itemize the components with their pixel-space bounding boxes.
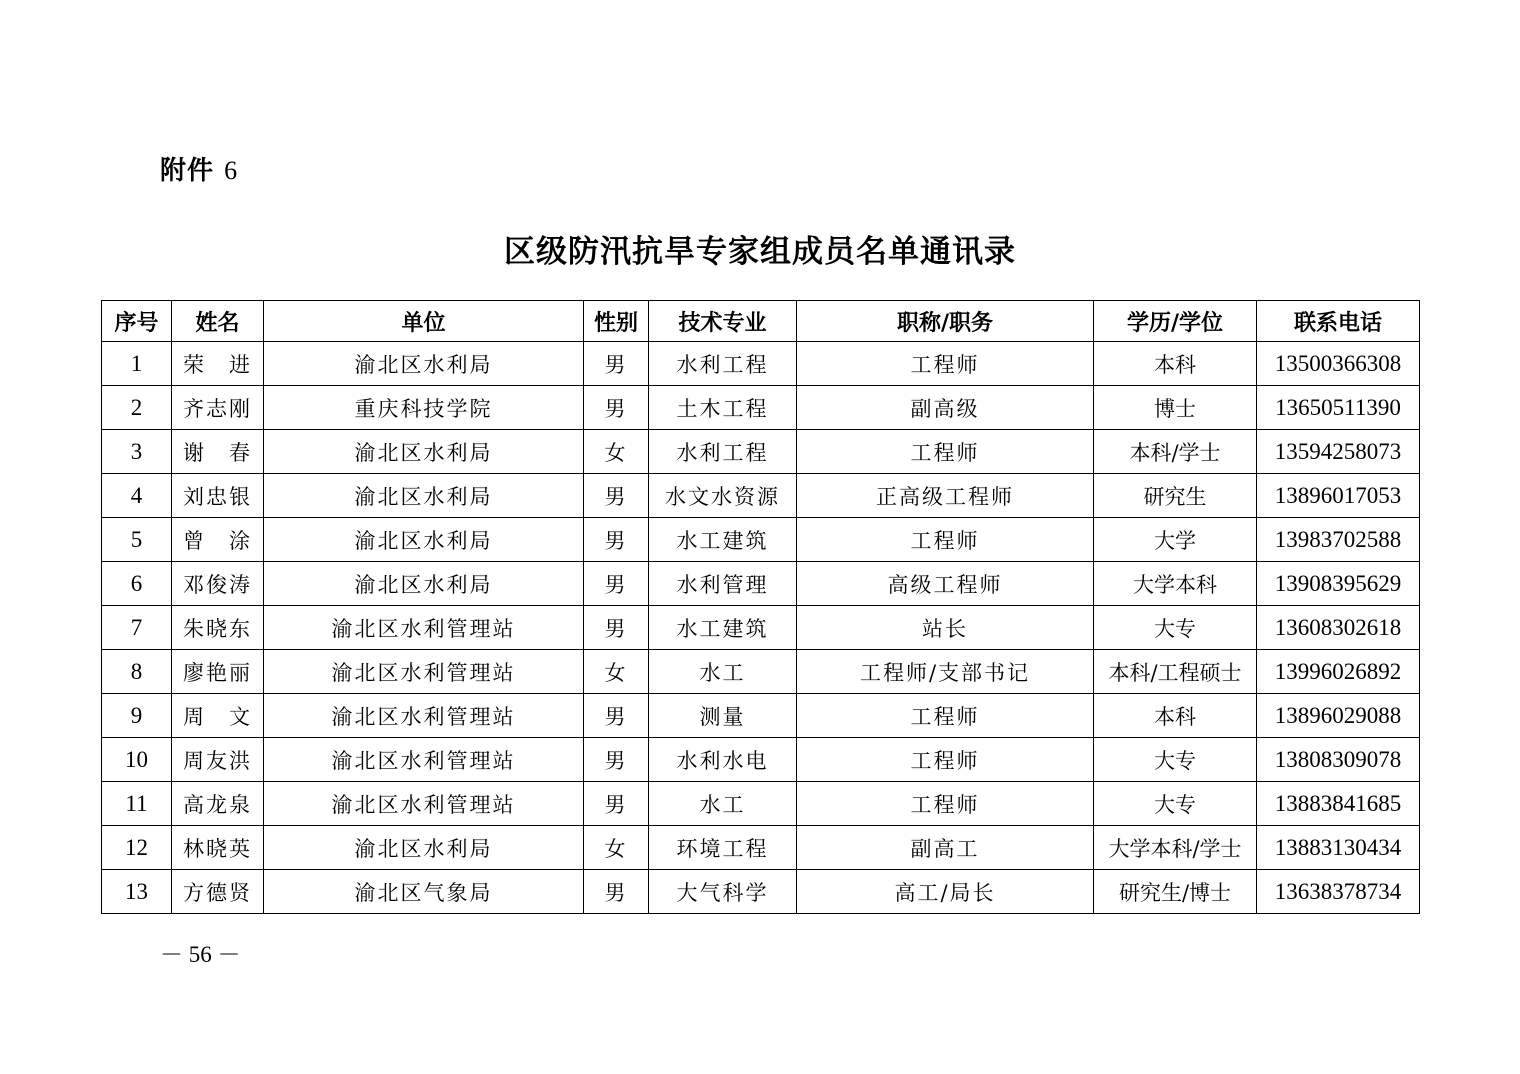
cell-specialty: 水利水电	[649, 738, 797, 782]
cell-phone: 13983702588	[1257, 518, 1420, 562]
table-row	[102, 430, 1420, 474]
table-row	[102, 474, 1420, 518]
table-row	[102, 826, 1420, 870]
cell-title: 工程师	[797, 342, 1094, 386]
attachment-label-text: 附件	[160, 156, 215, 186]
cell-specialty: 水利管理	[649, 562, 797, 606]
cell-title: 高级工程师	[797, 562, 1094, 606]
table-row	[102, 870, 1420, 914]
cell-index: 10	[102, 738, 172, 782]
cell-specialty: 水工建筑	[649, 606, 797, 650]
cell-phone: 13650511390	[1257, 386, 1420, 430]
header-specialty: 技术专业	[649, 301, 797, 342]
table-header-row	[102, 301, 1420, 342]
cell-name: 方德贤	[172, 870, 264, 914]
cell-title: 站长	[797, 606, 1094, 650]
cell-name: 刘忠银	[172, 474, 264, 518]
cell-unit: 渝北区水利局	[264, 430, 584, 474]
cell-unit: 渝北区水利管理站	[264, 738, 584, 782]
cell-specialty: 土木工程	[649, 386, 797, 430]
cell-specialty: 水工	[649, 650, 797, 694]
cell-name: 邓俊涛	[172, 562, 264, 606]
cell-specialty: 环境工程	[649, 826, 797, 870]
cell-name: 谢 春	[172, 430, 264, 474]
cell-education: 本科/学士	[1094, 430, 1257, 474]
page-number: － 56 －	[160, 942, 241, 967]
cell-index: 5	[102, 518, 172, 562]
cell-education: 大学	[1094, 518, 1257, 562]
cell-index: 6	[102, 562, 172, 606]
cell-specialty: 水工建筑	[649, 518, 797, 562]
cell-title: 工程师	[797, 782, 1094, 826]
cell-title: 工程师	[797, 694, 1094, 738]
attachment-label	[160, 150, 238, 187]
cell-gender: 女	[584, 826, 649, 870]
header-name: 姓名	[172, 301, 264, 342]
cell-index: 11	[102, 782, 172, 826]
cell-unit: 渝北区水利局	[264, 562, 584, 606]
document-title: 区级防汛抗旱专家组成员名单通讯录	[504, 234, 1016, 270]
cell-title: 副高工	[797, 826, 1094, 870]
cell-gender: 男	[584, 738, 649, 782]
cell-index: 8	[102, 650, 172, 694]
table-row	[102, 606, 1420, 650]
cell-specialty: 大气科学	[649, 870, 797, 914]
cell-title: 正高级工程师	[797, 474, 1094, 518]
table-row	[102, 650, 1420, 694]
cell-phone: 13896017053	[1257, 474, 1420, 518]
cell-phone: 13500366308	[1257, 342, 1420, 386]
cell-education: 大专	[1094, 606, 1257, 650]
cell-phone: 13594258073	[1257, 430, 1420, 474]
header-gender: 性别	[584, 301, 649, 342]
cell-name: 朱晓东	[172, 606, 264, 650]
cell-title: 工程师	[797, 738, 1094, 782]
cell-education: 大学本科/学士	[1094, 826, 1257, 870]
cell-index: 7	[102, 606, 172, 650]
table-row	[102, 694, 1420, 738]
cell-index: 1	[102, 342, 172, 386]
cell-index: 9	[102, 694, 172, 738]
cell-name: 曾 涂	[172, 518, 264, 562]
cell-gender: 男	[584, 386, 649, 430]
cell-unit: 渝北区水利局	[264, 342, 584, 386]
cell-index: 4	[102, 474, 172, 518]
cell-title: 副高级	[797, 386, 1094, 430]
cell-unit: 重庆科技学院	[264, 386, 584, 430]
cell-name: 齐志刚	[172, 386, 264, 430]
cell-education: 研究生/博士	[1094, 870, 1257, 914]
cell-name: 周 文	[172, 694, 264, 738]
cell-gender: 男	[584, 562, 649, 606]
cell-gender: 男	[584, 870, 649, 914]
cell-name: 周友洪	[172, 738, 264, 782]
cell-specialty: 水利工程	[649, 430, 797, 474]
cell-gender: 男	[584, 518, 649, 562]
expert-roster-table	[101, 300, 1420, 914]
cell-title: 工程师/支部书记	[797, 650, 1094, 694]
cell-unit: 渝北区水利管理站	[264, 782, 584, 826]
cell-education: 本科/工程硕士	[1094, 650, 1257, 694]
cell-phone: 13883841685	[1257, 782, 1420, 826]
cell-name: 林晓英	[172, 826, 264, 870]
table-row	[102, 562, 1420, 606]
cell-gender: 男	[584, 606, 649, 650]
cell-gender: 男	[584, 474, 649, 518]
cell-specialty: 水工	[649, 782, 797, 826]
table-row	[102, 782, 1420, 826]
cell-phone: 13996026892	[1257, 650, 1420, 694]
cell-index: 2	[102, 386, 172, 430]
cell-unit: 渝北区气象局	[264, 870, 584, 914]
header-index: 序号	[102, 301, 172, 342]
cell-education: 大学本科	[1094, 562, 1257, 606]
cell-phone: 13638378734	[1257, 870, 1420, 914]
cell-unit: 渝北区水利管理站	[264, 650, 584, 694]
cell-index: 12	[102, 826, 172, 870]
cell-name: 荣 进	[172, 342, 264, 386]
cell-title: 高工/局长	[797, 870, 1094, 914]
cell-phone: 13808309078	[1257, 738, 1420, 782]
cell-education: 本科	[1094, 342, 1257, 386]
cell-unit: 渝北区水利管理站	[264, 694, 584, 738]
cell-title: 工程师	[797, 518, 1094, 562]
cell-title: 工程师	[797, 430, 1094, 474]
cell-gender: 男	[584, 694, 649, 738]
cell-gender: 女	[584, 650, 649, 694]
header-unit: 单位	[264, 301, 584, 342]
table-row	[102, 386, 1420, 430]
cell-education: 博士	[1094, 386, 1257, 430]
cell-specialty: 测量	[649, 694, 797, 738]
attachment-number: 6	[224, 156, 239, 185]
header-education: 学历/学位	[1094, 301, 1257, 342]
header-title: 职称/职务	[797, 301, 1094, 342]
cell-name: 廖艳丽	[172, 650, 264, 694]
cell-unit: 渝北区水利管理站	[264, 606, 584, 650]
table-row	[102, 342, 1420, 386]
cell-education: 研究生	[1094, 474, 1257, 518]
cell-gender: 男	[584, 782, 649, 826]
cell-education: 本科	[1094, 694, 1257, 738]
header-phone: 联系电话	[1257, 301, 1420, 342]
cell-unit: 渝北区水利局	[264, 826, 584, 870]
cell-gender: 男	[584, 342, 649, 386]
cell-education: 大专	[1094, 738, 1257, 782]
cell-index: 13	[102, 870, 172, 914]
cell-phone: 13896029088	[1257, 694, 1420, 738]
cell-specialty: 水利工程	[649, 342, 797, 386]
cell-name: 高龙泉	[172, 782, 264, 826]
cell-phone: 13908395629	[1257, 562, 1420, 606]
cell-phone: 13608302618	[1257, 606, 1420, 650]
cell-gender: 女	[584, 430, 649, 474]
cell-phone: 13883130434	[1257, 826, 1420, 870]
cell-unit: 渝北区水利局	[264, 474, 584, 518]
cell-index: 3	[102, 430, 172, 474]
table-row	[102, 738, 1420, 782]
cell-education: 大专	[1094, 782, 1257, 826]
cell-unit: 渝北区水利局	[264, 518, 584, 562]
table-row	[102, 518, 1420, 562]
cell-specialty: 水文水资源	[649, 474, 797, 518]
